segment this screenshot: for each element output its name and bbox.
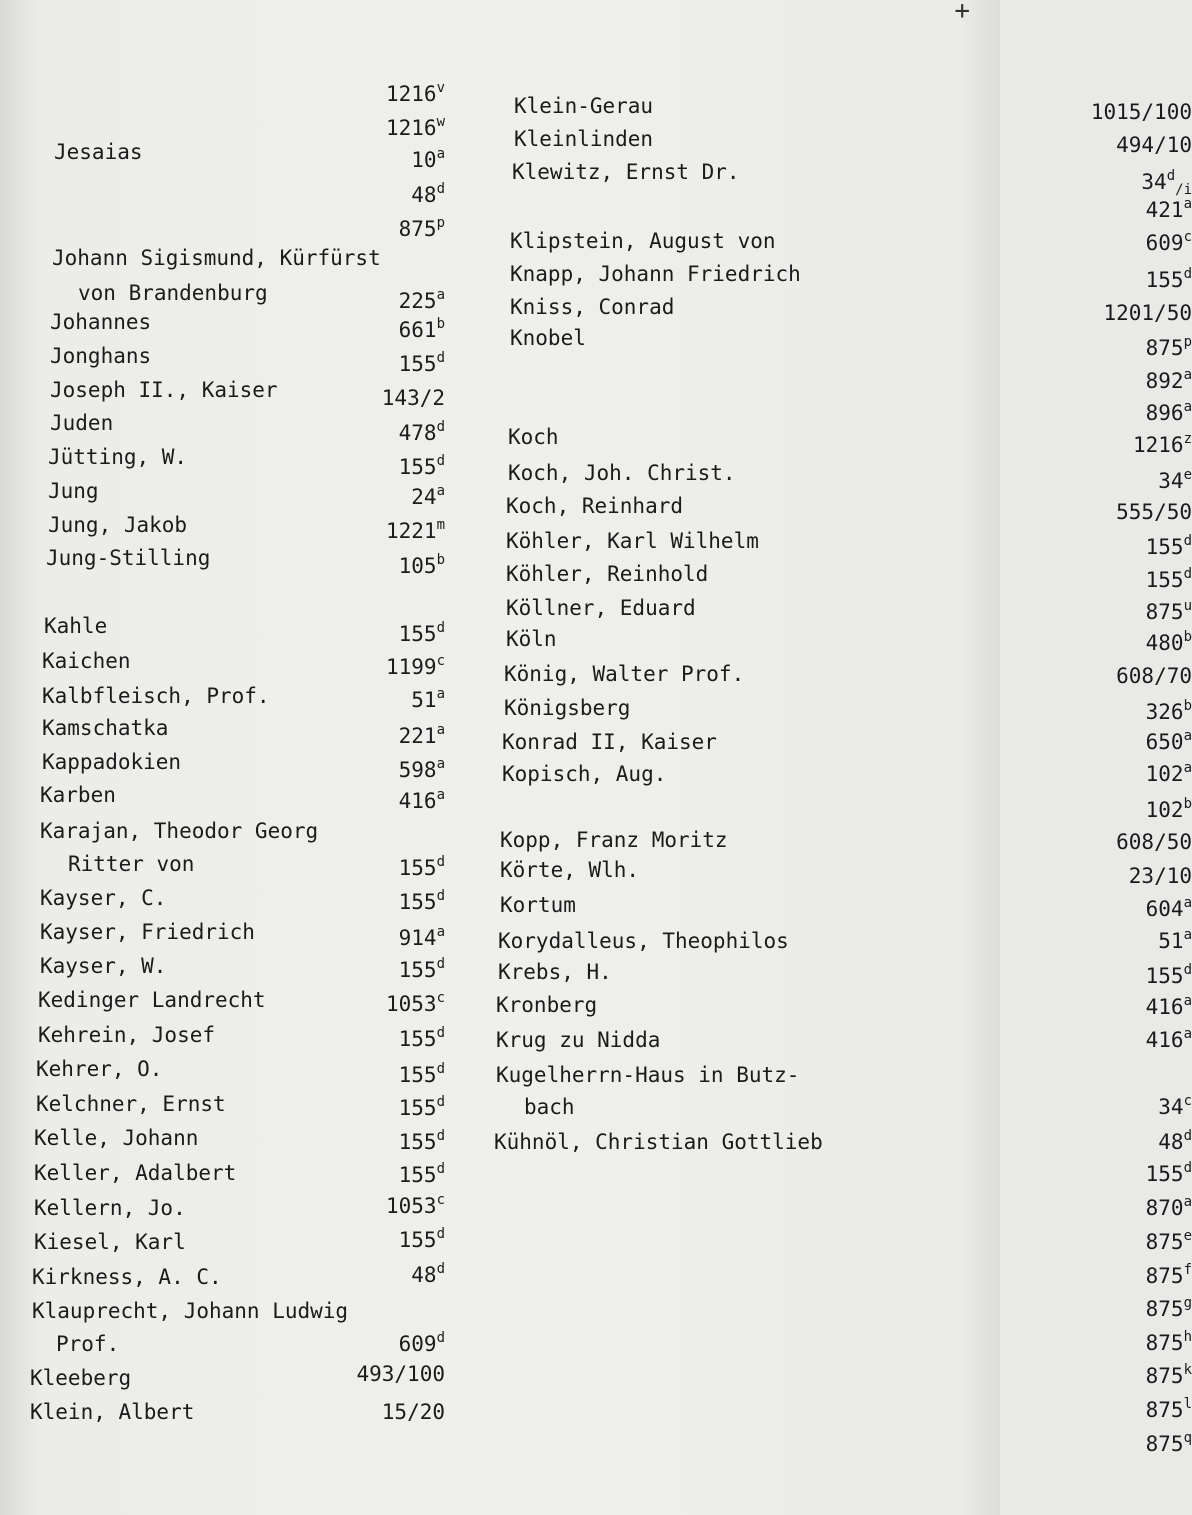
entry-label: König, Walter Prof. bbox=[504, 662, 745, 686]
entry-ref: 155$^d$ bbox=[398, 956, 445, 982]
entry-ref: 23/10 bbox=[1128, 864, 1192, 888]
entry-ref: 875$^q$ bbox=[1145, 1430, 1192, 1456]
entry-label: Knobel bbox=[510, 326, 586, 350]
entry-label: Koch bbox=[508, 425, 559, 449]
entry-ref: 416$^a$ bbox=[1145, 1026, 1192, 1052]
entry-ref: $34^d_{/i}$ bbox=[1141, 168, 1192, 199]
entry-ref: 34$^c$ bbox=[1158, 1093, 1192, 1119]
entry-ref: 221$^a$ bbox=[398, 722, 445, 748]
entry-label: Kedinger Landrecht bbox=[38, 988, 266, 1012]
entry-ref: 1053$^c$ bbox=[385, 990, 445, 1016]
entry-label: Krebs, H. bbox=[498, 960, 612, 984]
entry-label: Klauprecht, Johann Ludwig bbox=[32, 1299, 349, 1323]
entry-label: Kelle, Johann bbox=[34, 1126, 199, 1150]
entry-label: Kirkness, A. C. bbox=[32, 1265, 222, 1289]
entry-label: Kayser, C. bbox=[40, 886, 167, 910]
entry-label: Königsberg bbox=[504, 696, 631, 720]
entry-ref: 494/10 bbox=[1116, 133, 1192, 157]
entry-label: Klein, Albert bbox=[30, 1400, 195, 1424]
entry-label: Kelchner, Ernst bbox=[36, 1092, 226, 1116]
entry-ref: 105$^b$ bbox=[398, 552, 445, 578]
entry-ref: 875e bbox=[1145, 1228, 1192, 1254]
entry-ref: 661$^b$ bbox=[398, 316, 445, 342]
entry-ref: 155$^d$ bbox=[1145, 266, 1192, 292]
entry-label: Joseph II., Kaiser bbox=[50, 378, 278, 402]
entry-label: Klipstein, August von bbox=[510, 229, 776, 253]
entry-label: Prof. bbox=[56, 1332, 120, 1356]
entry-label: Kalbfleisch, Prof. bbox=[42, 684, 270, 708]
entry-ref: 870$^a$ bbox=[1145, 1194, 1192, 1220]
entry-label: Jesaias bbox=[54, 140, 143, 164]
entry-ref: 478$^d$ bbox=[398, 419, 445, 445]
entry-label: Kühnöl, Christian Gottlieb bbox=[494, 1130, 823, 1154]
entry-label: Konrad II, Kaiser bbox=[502, 730, 717, 754]
entry-label: Kortum bbox=[500, 893, 576, 917]
entry-ref: 155$^d$ bbox=[398, 888, 445, 914]
entry-ref: 155$^d$ bbox=[398, 620, 445, 646]
entry-label: Koch, Reinhard bbox=[506, 494, 684, 518]
entry-label: Klewitz, Ernst Dr. bbox=[512, 160, 740, 184]
entry-ref: 155$^d$ bbox=[398, 1128, 445, 1154]
entry-label: Jung-Stilling bbox=[46, 546, 211, 570]
entry-ref: 650$^a$ bbox=[1145, 728, 1192, 754]
entry-ref: 1201/50 bbox=[1103, 301, 1192, 325]
entry-ref: 609$^c$ bbox=[1145, 229, 1192, 255]
entry-ref: 875$^k$ bbox=[1145, 1362, 1192, 1388]
entry-ref: 155$^d$ bbox=[398, 1061, 445, 1087]
entry-label: bach bbox=[524, 1095, 575, 1119]
entry-ref: 604$^a$ bbox=[1145, 895, 1192, 921]
entry-ref: 1216$^z$ bbox=[1132, 431, 1192, 457]
entry-label: Jütting, W. bbox=[48, 445, 188, 469]
entry-ref: 24$^a$ bbox=[411, 483, 445, 509]
entry-label: Knapp, Johann Friedrich bbox=[510, 262, 801, 286]
entry-label: Jung, Jakob bbox=[48, 513, 188, 537]
entry-ref: 51$^a$ bbox=[411, 686, 445, 712]
entry-label: Kopp, Franz Moritz bbox=[500, 828, 728, 852]
entry-ref: 416$^a$ bbox=[1145, 993, 1192, 1019]
entry-label: Kleeberg bbox=[30, 1366, 132, 1390]
entry-ref: 875$^g$ bbox=[1145, 1295, 1192, 1321]
entry-ref: 155$^d$ bbox=[398, 1094, 445, 1120]
entry-ref: 155$^d$ bbox=[398, 1226, 445, 1252]
entry-ref: 875$^h$ bbox=[1145, 1329, 1192, 1355]
entry-ref: 1199$^c$ bbox=[385, 653, 445, 679]
entry-label: Karben bbox=[40, 783, 116, 807]
entry-label: Kleinlinden bbox=[514, 127, 654, 151]
entry-label: Köhler, Reinhold bbox=[506, 562, 709, 586]
entry-ref: 892$^a$ bbox=[1145, 367, 1192, 393]
entry-label: Kahle bbox=[44, 614, 108, 638]
entry-ref: 875$^p$ bbox=[1145, 334, 1192, 360]
entry-label: Korydalleus, Theophilos bbox=[498, 929, 789, 953]
entry-label: Keller, Adalbert bbox=[34, 1161, 237, 1185]
entry-ref: 896$^a$ bbox=[1145, 399, 1192, 425]
entry-ref: 1216$^v$ bbox=[385, 80, 445, 106]
entry-label: Jonghans bbox=[50, 344, 152, 368]
entry-ref: 48$^d$ bbox=[411, 181, 445, 207]
entry-label: Kellern, Jo. bbox=[34, 1196, 186, 1220]
entry-ref: 416$^a$ bbox=[398, 787, 445, 813]
entry-ref: 15/20 bbox=[381, 1400, 445, 1424]
entry-label: Kamschatka bbox=[42, 716, 169, 740]
entry-ref: 875$^l$ bbox=[1145, 1396, 1192, 1422]
entry-ref: 598$^a$ bbox=[398, 756, 445, 782]
entry-label: Köln bbox=[506, 627, 557, 651]
entry-label: Ritter von bbox=[68, 852, 195, 876]
entry-ref: 155$^d$ bbox=[398, 854, 445, 880]
entry-ref: 155$^d$ bbox=[398, 1161, 445, 1187]
entry-ref: 609$^d$ bbox=[398, 1330, 445, 1356]
entry-label: Kehrer, O. bbox=[36, 1057, 163, 1081]
entry-ref: 155$^d$ bbox=[398, 350, 445, 376]
entry-ref: 155$^d$ bbox=[1145, 1160, 1192, 1186]
entry-ref: 155$^d$ bbox=[1145, 566, 1192, 592]
entry-label: Kehrein, Josef bbox=[38, 1023, 216, 1047]
entry-ref: 493/100 bbox=[356, 1362, 445, 1386]
entry-ref: 875$^p$ bbox=[398, 215, 445, 241]
entry-ref: 34e bbox=[1158, 467, 1192, 493]
entry-label: Kopisch, Aug. bbox=[502, 762, 667, 786]
entry-label: Krug zu Nidda bbox=[496, 1028, 661, 1052]
entry-ref: 51$^a$ bbox=[1158, 927, 1192, 953]
entry-label: Kaichen bbox=[42, 649, 131, 673]
entry-label: Kronberg bbox=[496, 993, 598, 1017]
entry-label: Kayser, Friedrich bbox=[40, 920, 255, 944]
entry-ref: 155$^d$ bbox=[1145, 962, 1192, 988]
entry-label: Kappadokien bbox=[42, 750, 182, 774]
entry-label: Karajan, Theodor Georg bbox=[40, 819, 319, 843]
entry-ref: 914$^a$ bbox=[398, 924, 445, 950]
entry-ref: 875$^f$ bbox=[1145, 1262, 1192, 1288]
entry-ref: 608/50 bbox=[1116, 830, 1192, 854]
entry-ref: 143/2 bbox=[381, 386, 445, 410]
entry-label: Kniss, Conrad bbox=[510, 295, 675, 319]
entry-ref: 875$^u$ bbox=[1145, 598, 1192, 624]
entry-label: Köhler, Karl Wilhelm bbox=[506, 529, 759, 553]
entry-ref: 326$^b$ bbox=[1145, 698, 1192, 724]
entry-label: Jung bbox=[48, 479, 99, 503]
entry-label: Juden bbox=[50, 411, 114, 435]
entry-label: Kayser, W. bbox=[40, 954, 167, 978]
entry-ref: 1221$^m$ bbox=[385, 517, 445, 543]
entry-label: Kiesel, Karl bbox=[34, 1230, 186, 1254]
entry-ref: 555/50 bbox=[1116, 500, 1192, 524]
entry-label: Johannes bbox=[50, 310, 152, 334]
entry-label: Koch, Joh. Christ. bbox=[508, 461, 736, 485]
entry-label: Köllner, Eduard bbox=[506, 596, 696, 620]
entry-ref: 48$^d$ bbox=[1158, 1128, 1192, 1154]
entry-ref: 155$^d$ bbox=[1145, 533, 1192, 559]
entry-ref: 421$^a$ bbox=[1145, 196, 1192, 222]
page-mark: + bbox=[954, 0, 970, 26]
entry-ref: 608/70 bbox=[1116, 664, 1192, 688]
entry-label: Kugelherrn-Haus in Butz- bbox=[496, 1063, 800, 1087]
entry-ref: 480$^b$ bbox=[1145, 629, 1192, 655]
entry-ref: 1015/100 bbox=[1090, 100, 1192, 124]
entry-label: Körte, Wlh. bbox=[500, 858, 640, 882]
entry-ref: 155$^d$ bbox=[398, 453, 445, 479]
entry-ref: 10$^a$ bbox=[411, 146, 445, 172]
entry-ref: 48$^d$ bbox=[411, 1261, 445, 1287]
entry-ref: 155$^d$ bbox=[398, 1025, 445, 1051]
entry-ref: 1216$^w$ bbox=[385, 114, 445, 140]
entry-ref: 1053$^c$ bbox=[385, 1192, 445, 1218]
entry-ref: 102$^b$ bbox=[1145, 796, 1192, 822]
entry-label: Johann Sigismund, Kürfürst bbox=[52, 246, 381, 270]
entry-ref: 102$^a$ bbox=[1145, 760, 1192, 786]
entry-label: von Brandenburg bbox=[78, 281, 268, 305]
entry-ref: 225$^a$ bbox=[398, 287, 445, 313]
entry-label: Klein-Gerau bbox=[514, 94, 654, 118]
